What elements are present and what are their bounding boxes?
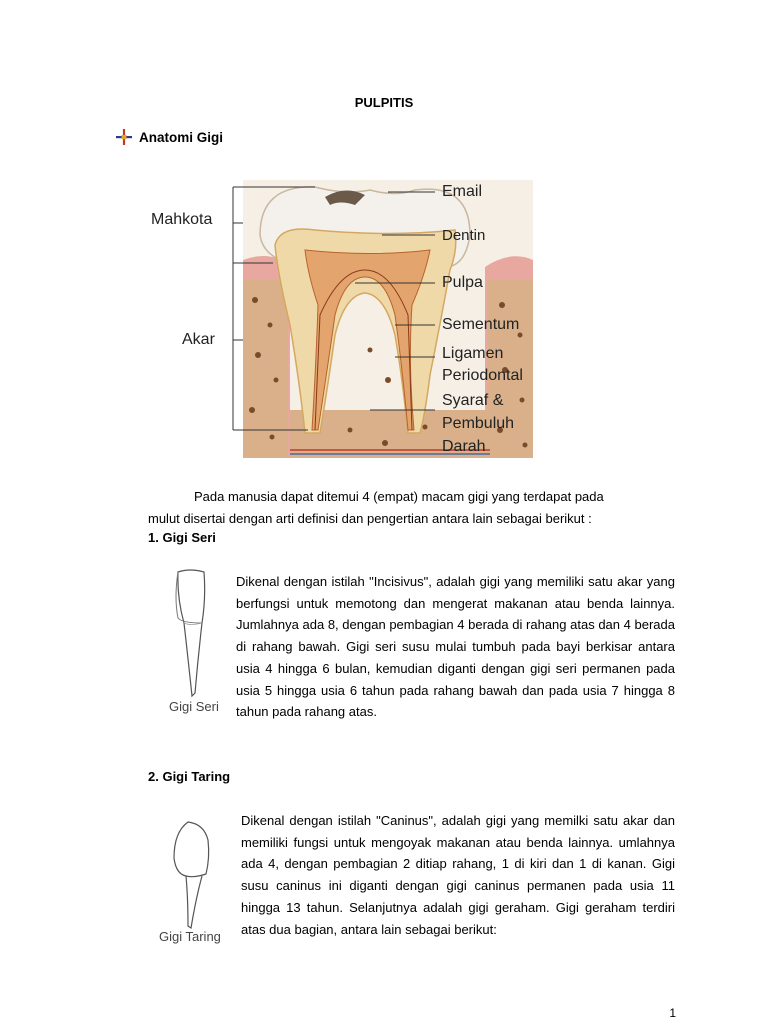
label-akar: Akar	[182, 331, 215, 348]
section-heading	[115, 129, 223, 145]
label-syaraf: Syaraf &	[442, 392, 504, 409]
incisor-tooth-drawing	[160, 568, 230, 718]
label-pulpa: Pulpa	[442, 274, 483, 291]
document-title: PULPITIS	[354, 95, 414, 110]
gigi-taring-image	[158, 818, 238, 948]
gigi-taring-text: Dikenal dengan istilah "Caninus", adalah gigi yang memilki satu akar dan memiliki fungsi untuk mengoyak makanan atau benda lainnya. umlahnya ada 4, dengan pembagian 2 ditiap rahang, 1 di kiri dan 1 di kanan. Gigi susu caninus ini diganti dengan gigi caninus permanen pada usia 11 hingga 13 tahun. Selanjutnya adalah gigi geraham. Gigi geraham terdiri atas dua bagian, antara lain sebagai berikut:	[241, 813, 675, 937]
gigi-seri-caption: Gigi Seri	[169, 699, 219, 714]
four-point-star-bullet-icon	[115, 129, 133, 145]
label-pembuluh: Pembuluh	[442, 415, 515, 432]
intro-line-2: mulut disertai dengan arti definisi dan pengertian antara lain sebagai berikut :	[148, 511, 592, 526]
gigi-taring-caption: Gigi Taring	[159, 929, 221, 944]
gigi-seri-image	[160, 568, 230, 723]
label-sementum: Sementum	[442, 316, 520, 333]
intro-line-1: Pada manusia dapat ditemui 4 (empat) macam gigi yang terdapat pada	[194, 489, 604, 504]
heading-gigi-taring: 2. Gigi Taring	[148, 769, 231, 784]
tooth-anatomy-diagram	[140, 175, 560, 465]
section-heading-text: Anatomi Gigi	[139, 129, 223, 145]
label-email: Email	[442, 183, 483, 200]
intro-paragraph	[148, 486, 638, 530]
page-number: 1	[669, 1006, 676, 1020]
gigi-seri-text: Dikenal dengan istilah "Incisivus", adalah gigi yang memiliki satu akar yang berfungsi untuk memotong dan mengerat makanan atau benda lainnya. Jumlahnya ada 8, dengan pembagian 4 berada di rahang atas dan 4 berada di rahang bawah. Gigi seri susu mulai tumbuh pada bayi berkisar antara usia 4 hingga 6 bulan, kemudian diganti dengan gigi seri permanen pada usia 5 hingga usia 6 tahun pada rahang bawah dan pada usia 7 hingga 8 tahun pada rahang atas.	[236, 574, 675, 720]
label-ligamen: Ligamen	[442, 345, 504, 362]
canine-tooth-drawing	[158, 818, 238, 933]
label-periodontal: Periodontal	[442, 367, 523, 384]
label-mahkota: Mahkota	[151, 211, 213, 228]
label-darah: Darah	[442, 438, 486, 455]
heading-gigi-seri: 1. Gigi Seri	[148, 530, 216, 545]
label-dentin: Dentin	[442, 227, 486, 244]
